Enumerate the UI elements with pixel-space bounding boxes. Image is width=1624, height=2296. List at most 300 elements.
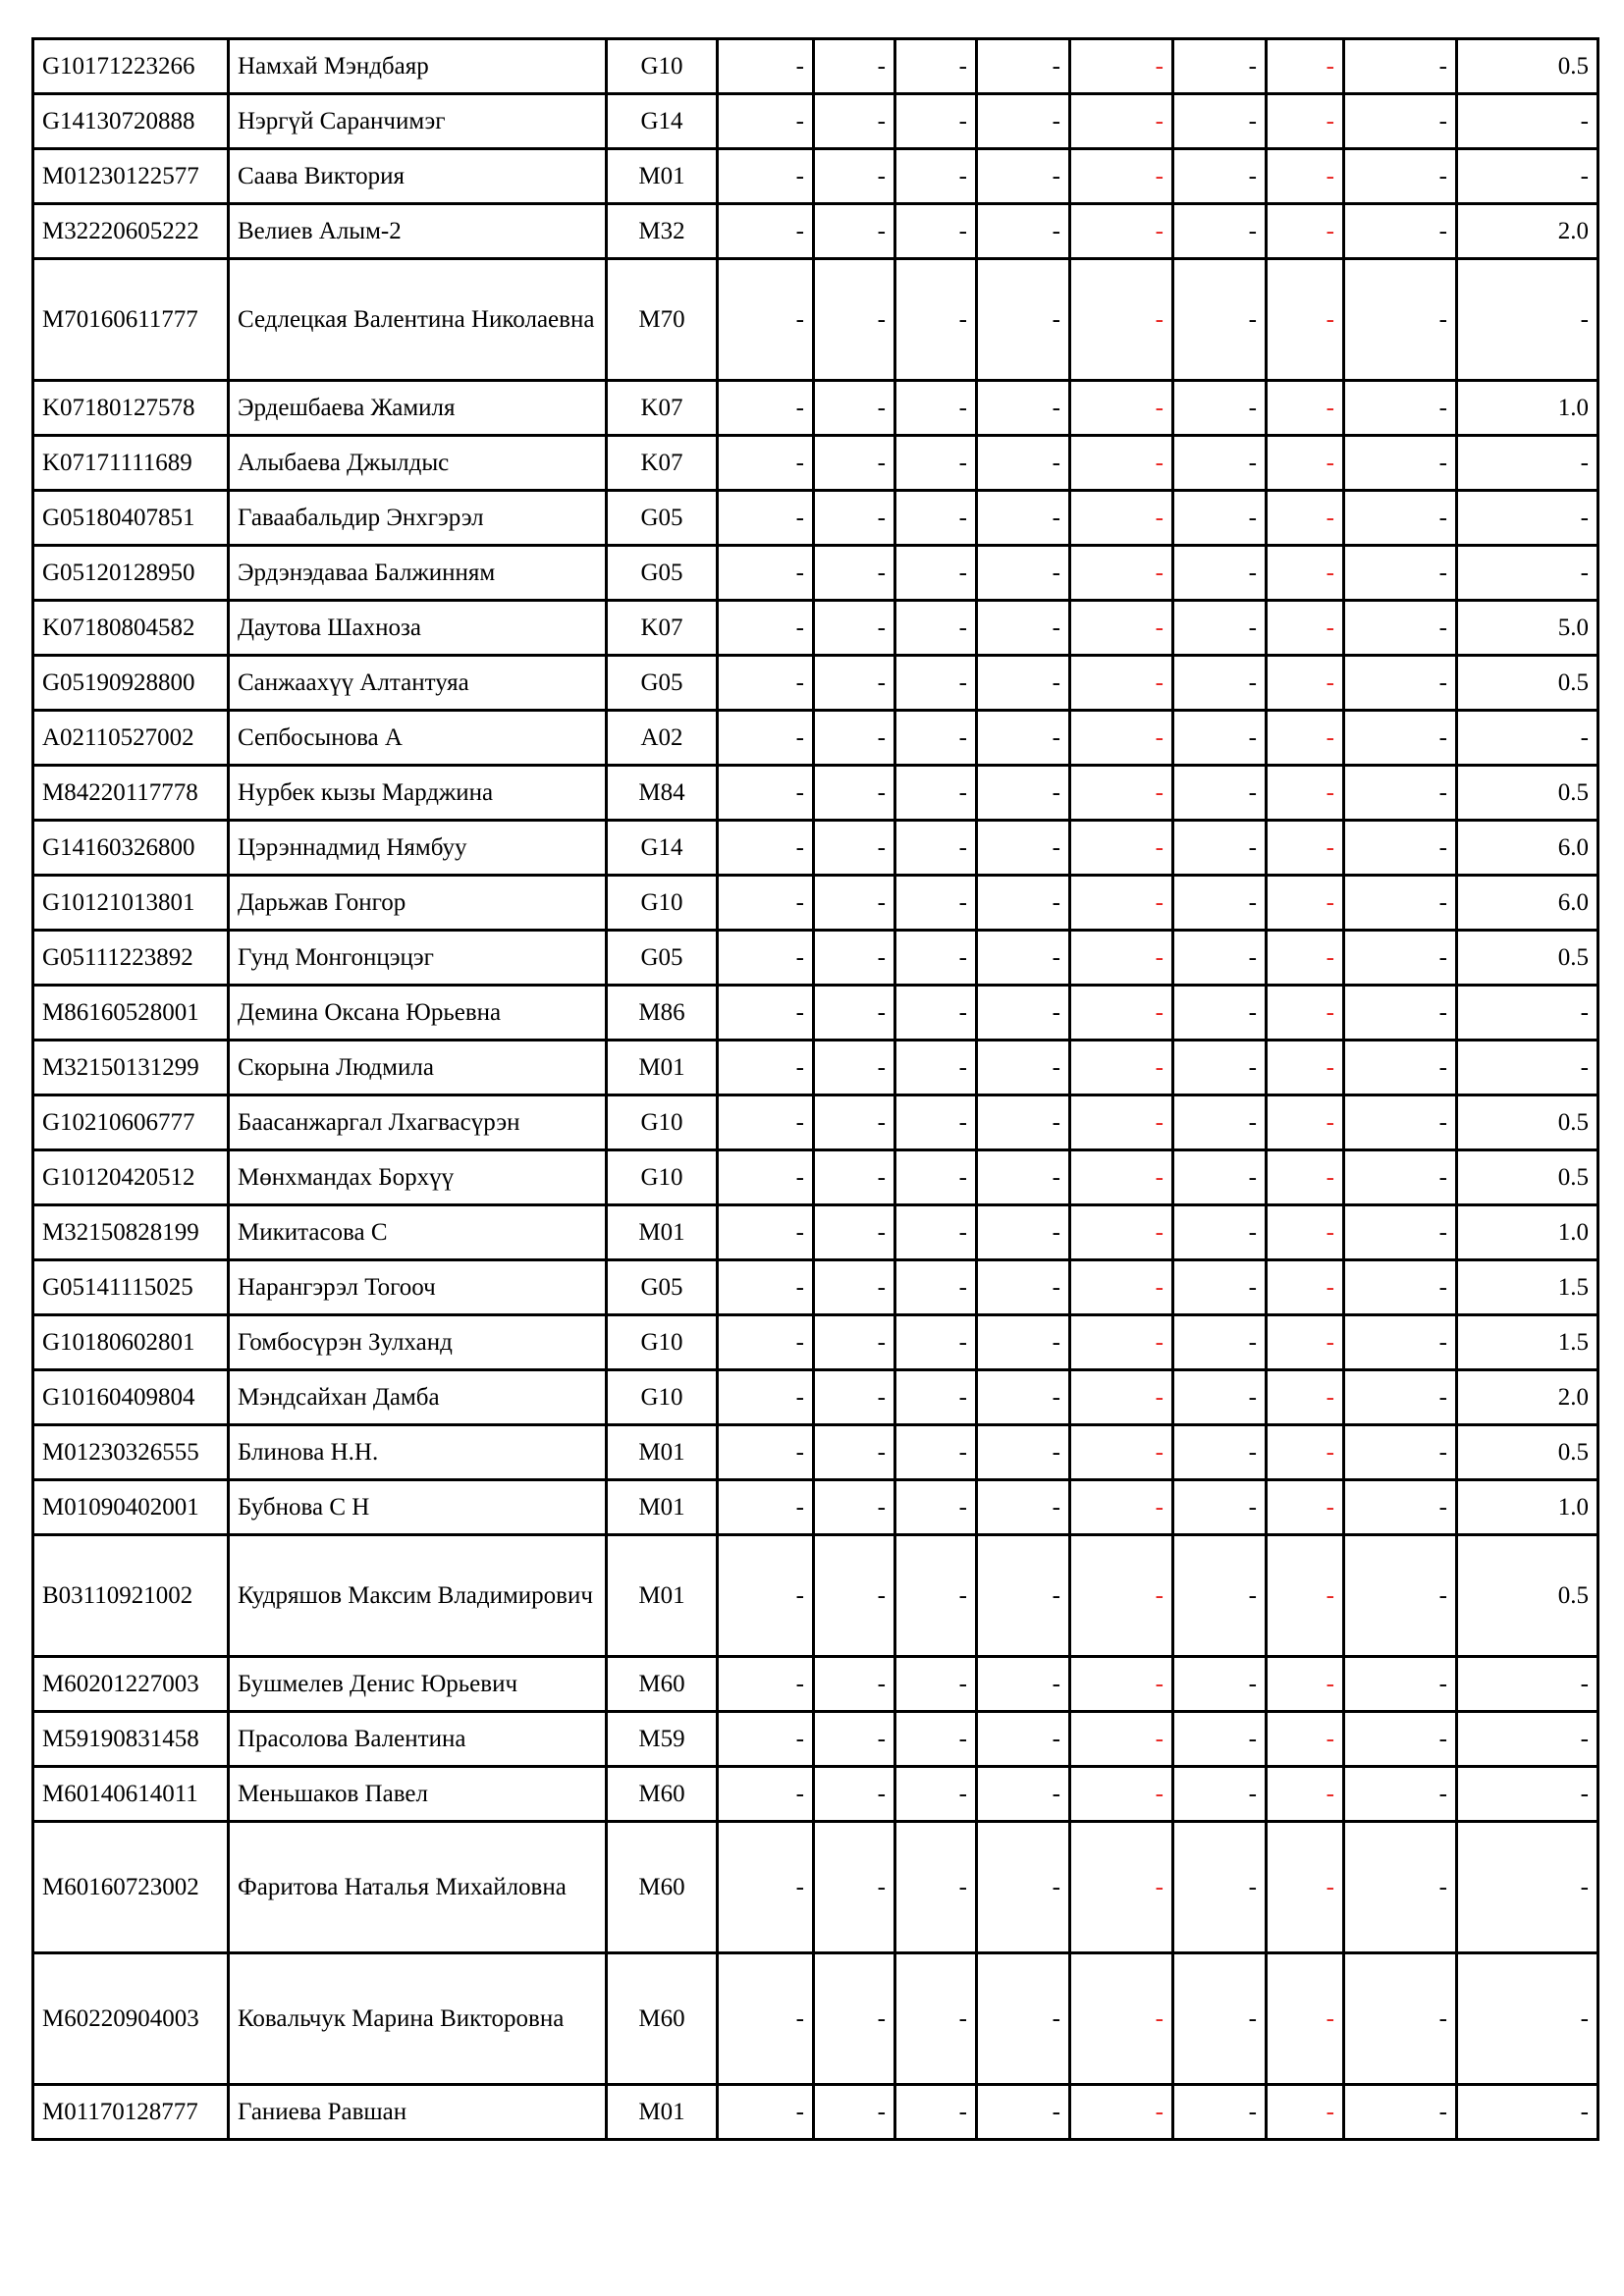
value-cell-red: - <box>1070 149 1173 204</box>
table-row <box>33 1953 1598 2085</box>
value-cell: - <box>814 1657 895 1712</box>
value-cell: - <box>814 381 895 436</box>
row-id-cell: M01230326555 <box>33 1425 229 1480</box>
row-name-cell: Прасолова Валентина <box>229 1712 607 1767</box>
value-cell-red: - <box>1070 766 1173 821</box>
table-row <box>33 1260 1598 1315</box>
table-row <box>33 1657 1598 1712</box>
value-cell: - <box>1173 1535 1267 1657</box>
row-total-cell: 0.5 <box>1457 1425 1598 1480</box>
value-cell: - <box>895 656 977 711</box>
value-cell: - <box>718 766 814 821</box>
value-cell-red: - <box>1070 94 1173 149</box>
row-code-cell: M84 <box>607 766 718 821</box>
value-cell: - <box>814 1260 895 1315</box>
row-code-cell: M60 <box>607 1767 718 1822</box>
row-code-cell: G05 <box>607 491 718 546</box>
value-cell: - <box>814 1535 895 1657</box>
value-cell: - <box>977 1657 1070 1712</box>
row-total-cell: - <box>1457 711 1598 766</box>
value-cell: - <box>895 1480 977 1535</box>
value-cell: - <box>895 1953 977 2085</box>
value-cell: - <box>1173 986 1267 1041</box>
row-total-cell: 0.5 <box>1457 766 1598 821</box>
row-name-cell: Демина Оксана Юрьевна <box>229 986 607 1041</box>
row-id-cell: G05141115025 <box>33 1260 229 1315</box>
value-cell: - <box>895 1370 977 1425</box>
value-cell: - <box>1344 1480 1457 1535</box>
value-cell-red: - <box>1267 1041 1344 1095</box>
value-cell: - <box>1173 1822 1267 1953</box>
results-table <box>31 37 1599 2141</box>
value-cell: - <box>814 1205 895 1260</box>
value-cell: - <box>895 1150 977 1205</box>
table-row <box>33 259 1598 381</box>
row-id-cell: M32220605222 <box>33 204 229 259</box>
value-cell: - <box>718 1425 814 1480</box>
value-cell: - <box>814 1315 895 1370</box>
value-cell: - <box>1344 876 1457 931</box>
value-cell: - <box>977 1767 1070 1822</box>
value-cell-red: - <box>1267 1425 1344 1480</box>
value-cell: - <box>977 94 1070 149</box>
row-name-cell: Кудряшов Максим Владимирович <box>229 1535 607 1657</box>
value-cell: - <box>1173 436 1267 491</box>
value-cell: - <box>718 1095 814 1150</box>
value-cell: - <box>814 259 895 381</box>
value-cell-red: - <box>1267 1767 1344 1822</box>
value-cell: - <box>718 1041 814 1095</box>
table-row <box>33 149 1598 204</box>
row-id-cell: M84220117778 <box>33 766 229 821</box>
value-cell-red: - <box>1267 656 1344 711</box>
value-cell: - <box>814 766 895 821</box>
row-name-cell: Нэргүй Саранчимэг <box>229 94 607 149</box>
value-cell: - <box>1344 491 1457 546</box>
value-cell: - <box>814 931 895 986</box>
value-cell: - <box>977 986 1070 1041</box>
value-cell: - <box>977 1822 1070 1953</box>
row-code-cell: M01 <box>607 2085 718 2140</box>
value-cell-red: - <box>1070 1657 1173 1712</box>
row-code-cell: G10 <box>607 1150 718 1205</box>
value-cell: - <box>718 931 814 986</box>
value-cell: - <box>895 381 977 436</box>
value-cell: - <box>895 1315 977 1370</box>
table-row <box>33 1041 1598 1095</box>
row-id-cell: M59190831458 <box>33 1712 229 1767</box>
value-cell: - <box>814 656 895 711</box>
row-id-cell: G10120420512 <box>33 1150 229 1205</box>
row-code-cell: G14 <box>607 821 718 876</box>
row-total-cell: 0.5 <box>1457 931 1598 986</box>
value-cell-red: - <box>1267 1480 1344 1535</box>
value-cell: - <box>1173 1315 1267 1370</box>
value-cell: - <box>718 1535 814 1657</box>
value-cell: - <box>895 436 977 491</box>
row-total-cell: - <box>1457 259 1598 381</box>
value-cell: - <box>895 601 977 656</box>
row-code-cell: G14 <box>607 94 718 149</box>
row-total-cell: 1.5 <box>1457 1260 1598 1315</box>
value-cell: - <box>895 766 977 821</box>
row-name-cell: Эрдешбаева Жамиля <box>229 381 607 436</box>
value-cell: - <box>977 711 1070 766</box>
row-id-cell: G05111223892 <box>33 931 229 986</box>
row-id-cell: B03110921002 <box>33 1535 229 1657</box>
value-cell-red: - <box>1267 1370 1344 1425</box>
value-cell: - <box>895 1767 977 1822</box>
value-cell: - <box>718 1953 814 2085</box>
value-cell: - <box>814 876 895 931</box>
value-cell: - <box>977 39 1070 94</box>
value-cell-red: - <box>1267 1535 1344 1657</box>
value-cell: - <box>718 1822 814 1953</box>
value-cell: - <box>1344 94 1457 149</box>
value-cell: - <box>895 1425 977 1480</box>
row-code-cell: M01 <box>607 149 718 204</box>
value-cell: - <box>1344 204 1457 259</box>
row-name-cell: Мэндсайхан Дамба <box>229 1370 607 1425</box>
value-cell-red: - <box>1267 149 1344 204</box>
value-cell: - <box>718 1370 814 1425</box>
value-cell: - <box>718 656 814 711</box>
value-cell: - <box>977 1041 1070 1095</box>
table-row <box>33 546 1598 601</box>
value-cell-red: - <box>1267 1822 1344 1953</box>
value-cell: - <box>1344 1767 1457 1822</box>
value-cell: - <box>1173 39 1267 94</box>
value-cell: - <box>895 491 977 546</box>
value-cell: - <box>1344 1953 1457 2085</box>
value-cell-red: - <box>1267 1712 1344 1767</box>
table-row <box>33 2085 1598 2140</box>
row-name-cell: Седлецкая Валентина Николаевна <box>229 259 607 381</box>
value-cell: - <box>1173 766 1267 821</box>
value-cell-red: - <box>1267 259 1344 381</box>
value-cell-red: - <box>1267 546 1344 601</box>
value-cell: - <box>977 2085 1070 2140</box>
table-row <box>33 711 1598 766</box>
row-total-cell: 6.0 <box>1457 821 1598 876</box>
table-row <box>33 876 1598 931</box>
value-cell-red: - <box>1267 876 1344 931</box>
row-name-cell: Дарьжав Гонгор <box>229 876 607 931</box>
value-cell: - <box>814 1767 895 1822</box>
row-name-cell: Алыбаева Джылдыс <box>229 436 607 491</box>
row-code-cell: G10 <box>607 876 718 931</box>
value-cell: - <box>977 149 1070 204</box>
table-row <box>33 381 1598 436</box>
table-row <box>33 1712 1598 1767</box>
value-cell: - <box>977 1953 1070 2085</box>
value-cell: - <box>1173 1425 1267 1480</box>
value-cell: - <box>718 1205 814 1260</box>
value-cell: - <box>814 986 895 1041</box>
row-name-cell: Мөнхмандах Борхүү <box>229 1150 607 1205</box>
value-cell: - <box>814 1370 895 1425</box>
value-cell: - <box>1344 436 1457 491</box>
value-cell-red: - <box>1070 1150 1173 1205</box>
value-cell: - <box>977 931 1070 986</box>
value-cell-red: - <box>1267 436 1344 491</box>
value-cell: - <box>1344 1205 1457 1260</box>
value-cell: - <box>1173 259 1267 381</box>
value-cell: - <box>814 601 895 656</box>
value-cell: - <box>1173 546 1267 601</box>
value-cell: - <box>1173 1657 1267 1712</box>
value-cell: - <box>718 876 814 931</box>
row-total-cell: - <box>1457 149 1598 204</box>
table-row <box>33 766 1598 821</box>
row-name-cell: Нарангэрэл Тогооч <box>229 1260 607 1315</box>
value-cell-red: - <box>1267 711 1344 766</box>
row-code-cell: G10 <box>607 39 718 94</box>
value-cell: - <box>895 711 977 766</box>
value-cell-red: - <box>1070 1095 1173 1150</box>
value-cell-red: - <box>1070 876 1173 931</box>
value-cell: - <box>814 94 895 149</box>
value-cell: - <box>718 1150 814 1205</box>
value-cell-red: - <box>1070 1480 1173 1535</box>
value-cell: - <box>977 436 1070 491</box>
value-cell: - <box>718 94 814 149</box>
row-total-cell: 2.0 <box>1457 1370 1598 1425</box>
row-total-cell: - <box>1457 1657 1598 1712</box>
value-cell: - <box>1173 1260 1267 1315</box>
value-cell: - <box>977 1260 1070 1315</box>
value-cell: - <box>1173 1205 1267 1260</box>
value-cell: - <box>977 1315 1070 1370</box>
value-cell-red: - <box>1070 546 1173 601</box>
value-cell: - <box>814 1041 895 1095</box>
row-name-cell: Велиев Алым-2 <box>229 204 607 259</box>
row-name-cell: Даутова Шахноза <box>229 601 607 656</box>
table-row <box>33 931 1598 986</box>
row-id-cell: M01090402001 <box>33 1480 229 1535</box>
value-cell: - <box>1344 2085 1457 2140</box>
row-id-cell: G10180602801 <box>33 1315 229 1370</box>
row-code-cell: G05 <box>607 931 718 986</box>
value-cell: - <box>814 149 895 204</box>
row-id-cell: G10160409804 <box>33 1370 229 1425</box>
value-cell-red: - <box>1070 711 1173 766</box>
value-cell: - <box>977 259 1070 381</box>
value-cell: - <box>895 149 977 204</box>
value-cell: - <box>895 2085 977 2140</box>
row-id-cell: G05180407851 <box>33 491 229 546</box>
row-id-cell: M01170128777 <box>33 2085 229 2140</box>
value-cell: - <box>718 601 814 656</box>
row-name-cell: Гунд Монгонцэцэг <box>229 931 607 986</box>
value-cell-red: - <box>1267 381 1344 436</box>
value-cell: - <box>1173 94 1267 149</box>
value-cell-red: - <box>1070 1822 1173 1953</box>
row-code-cell: K07 <box>607 381 718 436</box>
value-cell: - <box>1173 821 1267 876</box>
value-cell: - <box>1173 2085 1267 2140</box>
value-cell: - <box>977 601 1070 656</box>
value-cell: - <box>718 259 814 381</box>
value-cell: - <box>895 1041 977 1095</box>
value-cell: - <box>1173 1150 1267 1205</box>
row-name-cell: Санжаахүү Алтантуяа <box>229 656 607 711</box>
value-cell-red: - <box>1070 656 1173 711</box>
value-cell: - <box>814 1822 895 1953</box>
value-cell: - <box>718 1480 814 1535</box>
table-row <box>33 1822 1598 1953</box>
value-cell: - <box>1173 1041 1267 1095</box>
value-cell: - <box>977 656 1070 711</box>
value-cell: - <box>718 1260 814 1315</box>
row-name-cell: Фаритова Наталья Михайловна <box>229 1822 607 1953</box>
row-name-cell: Баасанжаргал Лхагвасүрэн <box>229 1095 607 1150</box>
value-cell: - <box>814 1712 895 1767</box>
row-code-cell: M01 <box>607 1535 718 1657</box>
value-cell-red: - <box>1070 1315 1173 1370</box>
value-cell: - <box>1344 1260 1457 1315</box>
row-code-cell: M01 <box>607 1205 718 1260</box>
row-code-cell: M01 <box>607 1480 718 1535</box>
value-cell: - <box>718 39 814 94</box>
value-cell: - <box>1344 766 1457 821</box>
value-cell: - <box>718 204 814 259</box>
table-row <box>33 821 1598 876</box>
value-cell-red: - <box>1070 1535 1173 1657</box>
row-name-cell: Блинова Н.Н. <box>229 1425 607 1480</box>
value-cell: - <box>814 821 895 876</box>
value-cell-red: - <box>1070 1712 1173 1767</box>
value-cell: - <box>1173 149 1267 204</box>
row-id-cell: M70160611777 <box>33 259 229 381</box>
row-name-cell: Ковальчук Марина Викторовна <box>229 1953 607 2085</box>
value-cell-red: - <box>1267 1953 1344 2085</box>
value-cell-red: - <box>1070 821 1173 876</box>
value-cell: - <box>814 1095 895 1150</box>
value-cell: - <box>1344 1370 1457 1425</box>
value-cell: - <box>1173 1370 1267 1425</box>
row-total-cell: 0.5 <box>1457 656 1598 711</box>
value-cell-red: - <box>1267 601 1344 656</box>
row-code-cell: A02 <box>607 711 718 766</box>
value-cell: - <box>895 204 977 259</box>
row-total-cell: - <box>1457 1767 1598 1822</box>
value-cell-red: - <box>1070 1370 1173 1425</box>
row-code-cell: G05 <box>607 656 718 711</box>
table-row <box>33 204 1598 259</box>
value-cell: - <box>1344 1657 1457 1712</box>
value-cell-red: - <box>1070 986 1173 1041</box>
value-cell: - <box>1344 1535 1457 1657</box>
value-cell: - <box>718 436 814 491</box>
value-cell: - <box>1344 1822 1457 1953</box>
table-row <box>33 986 1598 1041</box>
table-row <box>33 1150 1598 1205</box>
row-total-cell: 1.0 <box>1457 1480 1598 1535</box>
value-cell: - <box>977 1205 1070 1260</box>
value-cell: - <box>895 986 977 1041</box>
value-cell: - <box>718 381 814 436</box>
value-cell-red: - <box>1070 204 1173 259</box>
table-row <box>33 1535 1598 1657</box>
row-id-cell: G05190928800 <box>33 656 229 711</box>
table-row <box>33 1315 1598 1370</box>
value-cell: - <box>718 1315 814 1370</box>
row-id-cell: G10210606777 <box>33 1095 229 1150</box>
value-cell-red: - <box>1070 39 1173 94</box>
value-cell: - <box>895 821 977 876</box>
table-row <box>33 1767 1598 1822</box>
value-cell: - <box>977 1425 1070 1480</box>
row-name-cell: Цэрэннадмид Нямбуу <box>229 821 607 876</box>
value-cell: - <box>1173 1712 1267 1767</box>
row-code-cell: K07 <box>607 436 718 491</box>
row-code-cell: G10 <box>607 1370 718 1425</box>
row-id-cell: M32150828199 <box>33 1205 229 1260</box>
row-code-cell: G10 <box>607 1095 718 1150</box>
row-id-cell: G05120128950 <box>33 546 229 601</box>
row-total-cell: 6.0 <box>1457 876 1598 931</box>
value-cell-red: - <box>1267 94 1344 149</box>
value-cell: - <box>977 546 1070 601</box>
value-cell: - <box>895 1205 977 1260</box>
table-row <box>33 1480 1598 1535</box>
value-cell: - <box>814 491 895 546</box>
row-name-cell: Сепбосынова А <box>229 711 607 766</box>
value-cell-red: - <box>1070 436 1173 491</box>
value-cell: - <box>1344 1425 1457 1480</box>
row-total-cell: - <box>1457 491 1598 546</box>
value-cell: - <box>895 931 977 986</box>
value-cell: - <box>1344 39 1457 94</box>
value-cell: - <box>814 546 895 601</box>
row-total-cell: - <box>1457 1822 1598 1953</box>
value-cell: - <box>1173 491 1267 546</box>
table-row <box>33 601 1598 656</box>
value-cell: - <box>1173 876 1267 931</box>
row-total-cell: 2.0 <box>1457 204 1598 259</box>
value-cell: - <box>895 1535 977 1657</box>
row-id-cell: M86160528001 <box>33 986 229 1041</box>
value-cell: - <box>814 1425 895 1480</box>
value-cell: - <box>977 1480 1070 1535</box>
value-cell: - <box>1173 381 1267 436</box>
value-cell-red: - <box>1070 931 1173 986</box>
row-id-cell: G10121013801 <box>33 876 229 931</box>
row-id-cell: M60140614011 <box>33 1767 229 1822</box>
value-cell: - <box>1344 656 1457 711</box>
value-cell: - <box>1173 1095 1267 1150</box>
value-cell-red: - <box>1267 204 1344 259</box>
value-cell: - <box>895 39 977 94</box>
table-row <box>33 1425 1598 1480</box>
row-name-cell: Скорына Людмила <box>229 1041 607 1095</box>
value-cell: - <box>1344 381 1457 436</box>
value-cell: - <box>977 766 1070 821</box>
value-cell: - <box>977 821 1070 876</box>
value-cell: - <box>814 1480 895 1535</box>
value-cell-red: - <box>1070 1953 1173 2085</box>
row-total-cell: 1.5 <box>1457 1315 1598 1370</box>
value-cell-red: - <box>1070 601 1173 656</box>
row-name-cell: Саава Виктория <box>229 149 607 204</box>
value-cell-red: - <box>1070 1425 1173 1480</box>
value-cell: - <box>977 491 1070 546</box>
value-cell: - <box>895 1095 977 1150</box>
row-code-cell: G05 <box>607 546 718 601</box>
row-total-cell: - <box>1457 1041 1598 1095</box>
value-cell-red: - <box>1070 259 1173 381</box>
